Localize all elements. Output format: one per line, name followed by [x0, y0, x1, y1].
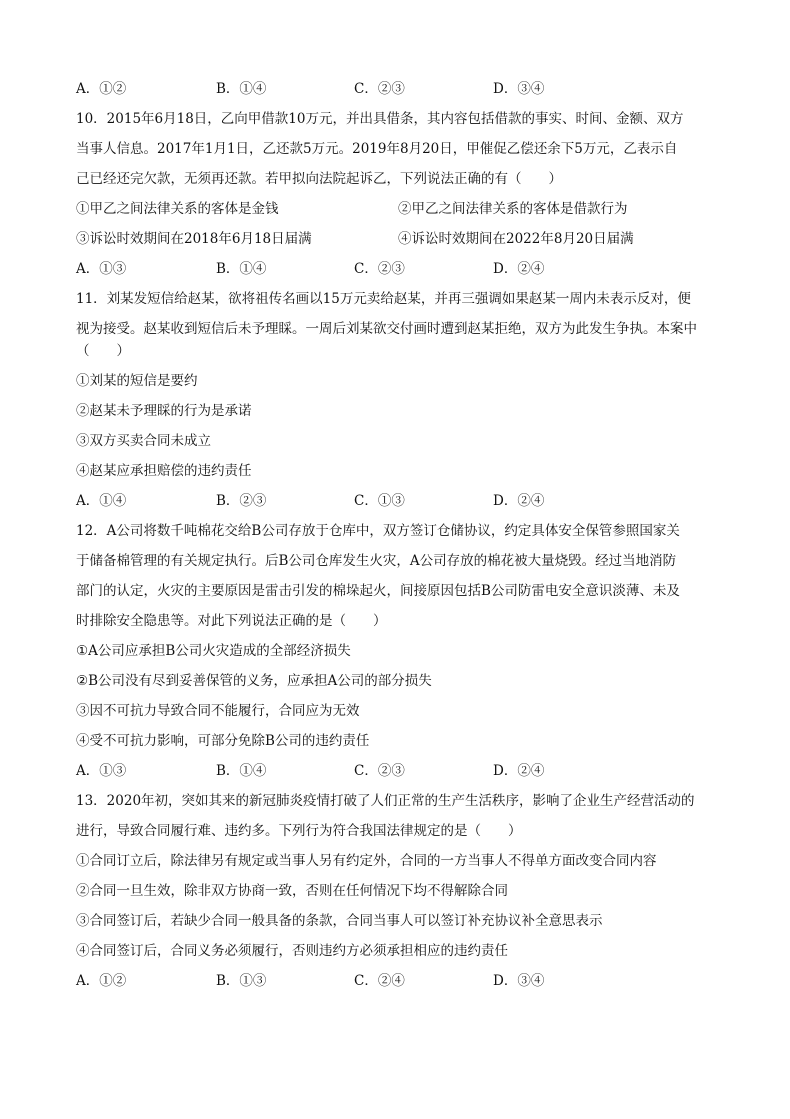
question-12-line-4: 时排除安全隐患等。对此下列说法正确的是（ ）: [76, 613, 387, 629]
statement-4: ④赵某应承担赔偿的违约责任: [76, 463, 252, 479]
question-12-line-2: 于储备棉管理的有关规定执行。后B公司仓库发生火灾，A公司存放的棉花被大量烧毁。经过当地消防: [76, 553, 677, 569]
statement-4: ④受不可抗力影响，可部分免除B公司的违约责任: [76, 733, 370, 749]
answer-options-q10: [76, 259, 726, 279]
question-11-line-2: 视为接受。赵某收到短信后未予理睬。一周后刘某欲交付画时遭到赵某拒绝，双方为此发生争执。本案中: [76, 321, 697, 337]
option-c: C．②③: [354, 81, 405, 97]
option-a: A．①③: [76, 261, 127, 277]
option-a: A．①②: [76, 81, 127, 97]
option-b: B．①④: [216, 763, 267, 779]
question-12-line-3: 部门的认定，火灾的主要原因是雷击引发的棉垛起火，间接原因包括B公司防雷电安全意识淡薄、未及: [76, 583, 680, 599]
answer-options-q9: [76, 79, 726, 99]
option-d: D．②④: [493, 763, 545, 779]
option-d: D．③④: [493, 81, 545, 97]
answer-options-q12: [76, 761, 726, 781]
statement-1: ①甲乙之间法律关系的客体是金钱: [76, 201, 279, 217]
option-d: D．③④: [493, 973, 545, 989]
statement-row: [76, 229, 726, 249]
document-page: [76, 79, 726, 1001]
question-11-line-1: 11．刘某发短信给赵某，欲将祖传名画以15万元卖给赵某，并再三强调如果赵某一周内未表示反对，便: [76, 291, 691, 307]
statement-3: ③因不可抗力导致合同不能履行，合同应为无效: [76, 703, 360, 719]
option-c: C．②③: [354, 763, 405, 779]
question-12: [76, 521, 726, 781]
question-12-line-1: 12．A公司将数千吨棉花交给B公司存放于仓库中，双方签订仓储协议，约定具体安全保管参照国家关: [76, 523, 680, 539]
option-d: D．②④: [493, 493, 545, 509]
option-c: C．②④: [354, 973, 405, 989]
question-10-line-1: 10．2015年6月18日，乙向甲借款10万元，并出具借条，其内容包括借款的事实、时间、金额、双方: [76, 111, 684, 127]
statement-3: ③双方买卖合同未成立: [76, 433, 211, 449]
answer-options-q13: [76, 971, 726, 991]
question-10-line-3: 己已经还完欠款，无须再还款。若甲拟向法院起诉乙，下列说法正确的有（ ）: [76, 171, 562, 187]
statement-3: ③合同签订后，若缺少合同一般具备的条款，合同当事人可以签订补充协议补全意思表示: [76, 913, 603, 929]
option-d: D．②④: [493, 261, 545, 277]
question-13-line-1: 13．2020年初，突如其来的新冠肺炎疫情打破了人们正常的生产生活秩序，影响了企业生产经营活动的: [76, 793, 695, 809]
option-b: B．②③: [216, 493, 267, 509]
option-a: A．①④: [76, 493, 127, 509]
statement-row: [76, 199, 726, 219]
option-b: B．①④: [216, 261, 267, 277]
option-c: C．②③: [354, 261, 405, 277]
statement-2: ②赵某未予理睬的行为是承诺: [76, 403, 252, 419]
option-c: C．①③: [354, 493, 405, 509]
statement-1: ①A公司应承担B公司火灾造成的全部经济损失: [76, 643, 351, 659]
statement-4: ④合同签订后，合同义务必须履行，否则违约方必须承担相应的违约责任: [76, 943, 508, 959]
statement-2: ②合同一旦生效，除非双方协商一致，否则在任何情况下均不得解除合同: [76, 883, 508, 899]
option-a: A．①②: [76, 973, 127, 989]
statement-1: ①刘某的短信是要约: [76, 373, 198, 389]
statement-2: ②甲乙之间法律关系的客体是借款行为: [398, 201, 628, 217]
option-b: B．①④: [216, 81, 267, 97]
option-a: A．①③: [76, 763, 127, 779]
statement-4: ④诉讼时效期间在2022年8月20日届满: [398, 231, 634, 247]
statement-2: ②B公司没有尽到妥善保管的义务，应承担A公司的部分损失: [76, 673, 432, 689]
statement-3: ③诉讼时效期间在2018年6月18日届满: [76, 231, 312, 247]
option-b: B．①③: [216, 973, 267, 989]
question-13: [76, 791, 726, 991]
question-13-line-2: 进行，导致合同履行难、违约多。下列行为符合我国法律规定的是（ ）: [76, 823, 522, 839]
question-10: [76, 109, 726, 279]
answer-options-q11: [76, 491, 726, 511]
question-11: [76, 289, 726, 511]
question-11-line-3: （ ）: [76, 343, 130, 359]
statement-1: ①合同订立后，除法律另有规定或当事人另有约定外，合同的一方当事人不得单方面改变合同内容: [76, 853, 657, 869]
question-10-line-2: 当事人信息。2017年1月1日，乙还款5万元。2019年8月20日，甲催促乙偿还余下5万元，乙表示自: [76, 141, 678, 157]
